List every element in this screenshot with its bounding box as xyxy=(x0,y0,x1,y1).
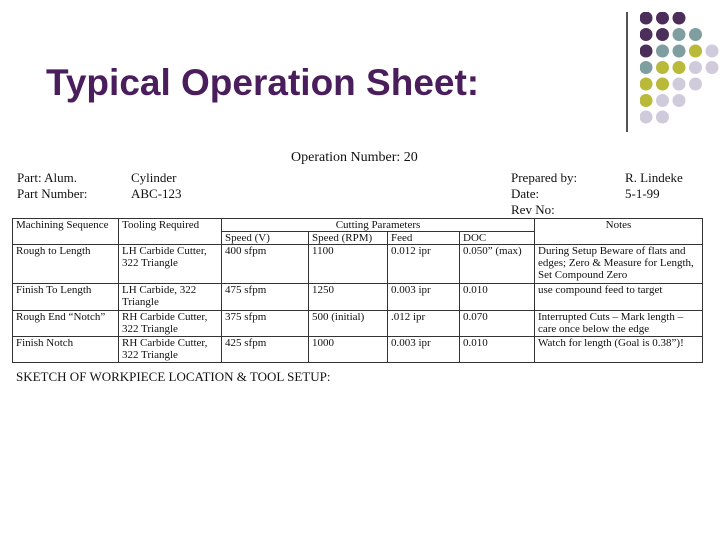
cell-speed-v: 475 sfpm xyxy=(222,284,309,311)
part-number-label: Part Number: xyxy=(17,186,88,201)
cell-speed-v: 400 sfpm xyxy=(222,245,309,284)
cell-speed-v: 425 sfpm xyxy=(222,337,309,363)
cell-sequence: Rough End “Notch” xyxy=(13,311,119,337)
decorative-dot xyxy=(640,12,653,25)
cell-tooling: RH Carbide Cutter, 322 Triangle xyxy=(119,337,222,363)
header-notes: Notes xyxy=(535,219,703,245)
decorative-dot xyxy=(689,28,702,41)
cell-tooling: RH Carbide Cutter, 322 Triangle xyxy=(119,311,222,337)
cell-doc: 0.010 xyxy=(460,337,535,363)
cell-speed-rpm: 1100 xyxy=(309,245,388,284)
decorative-dot xyxy=(640,45,653,58)
cell-speed-rpm: 1000 xyxy=(309,337,388,363)
cell-sequence: Finish To Length xyxy=(13,284,119,311)
header-machining-sequence: Machining Sequence xyxy=(13,219,119,245)
decorative-dot xyxy=(689,45,702,58)
cell-tooling: LH Carbide, 322 Triangle xyxy=(119,284,222,311)
table-row xyxy=(13,284,703,311)
decorative-dot xyxy=(640,111,653,124)
cell-feed: 0.003 ipr xyxy=(388,337,460,363)
decorative-dot xyxy=(689,61,702,74)
decorative-dot xyxy=(656,111,669,124)
decorative-dot xyxy=(673,94,686,107)
decorative-dot-grid xyxy=(640,12,720,132)
decorative-dot xyxy=(656,61,669,74)
decorative-divider-line xyxy=(626,12,628,132)
prepared-by-value: R. Lindeke xyxy=(625,170,683,185)
table-row xyxy=(13,245,703,284)
header-feed: Feed xyxy=(388,232,460,245)
cell-speed-rpm: 500 (initial) xyxy=(309,311,388,337)
decorative-dot xyxy=(673,12,686,25)
decorative-dot xyxy=(656,94,669,107)
date-value: 5-1-99 xyxy=(625,186,660,201)
part-number-value: ABC-123 xyxy=(131,186,182,201)
decorative-dot xyxy=(689,78,702,91)
decorative-dot xyxy=(706,45,719,58)
part-label: Part: Alum. xyxy=(17,170,77,185)
header-speed-v: Speed (V) xyxy=(222,232,309,245)
decorative-dot xyxy=(673,61,686,74)
decorative-dot xyxy=(640,78,653,91)
cell-doc: 0.070 xyxy=(460,311,535,337)
cell-sequence: Finish Notch xyxy=(13,337,119,363)
cell-feed: 0.012 ipr xyxy=(388,245,460,284)
table-header-row xyxy=(13,219,703,232)
table-row xyxy=(13,337,703,363)
header-speed-rpm: Speed (RPM) xyxy=(309,232,388,245)
cell-sequence: Rough to Length xyxy=(13,245,119,284)
part-value: Cylinder xyxy=(131,170,177,185)
decorative-dot xyxy=(656,45,669,58)
decorative-dot xyxy=(656,12,669,25)
cell-doc: 0.010 xyxy=(460,284,535,311)
cell-notes: use compound feed to target xyxy=(535,284,703,311)
decorative-dot xyxy=(640,94,653,107)
operation-number: Operation Number: 20 xyxy=(291,150,418,165)
decorative-dot xyxy=(673,45,686,58)
decorative-dot xyxy=(656,78,669,91)
cell-notes: Watch for length (Goal is 0.38”)! xyxy=(535,337,703,363)
decorative-dot xyxy=(673,28,686,41)
date-label: Date: xyxy=(511,186,540,201)
decorative-dot xyxy=(656,28,669,41)
header-tooling-required: Tooling Required xyxy=(119,219,222,245)
cell-speed-v: 375 sfpm xyxy=(222,311,309,337)
decorative-dot xyxy=(640,61,653,74)
rev-no-label: Rev No: xyxy=(511,202,555,217)
cell-notes: During Setup Beware of flats and edges; Zero & Measure for Length, Set Compound Zero xyxy=(535,245,703,284)
cell-feed: .012 ipr xyxy=(388,311,460,337)
cell-speed-rpm: 1250 xyxy=(309,284,388,311)
operation-table xyxy=(12,218,703,363)
table-row xyxy=(13,311,703,337)
prepared-by-label: Prepared by: xyxy=(511,170,578,185)
slide-title: Typical Operation Sheet: xyxy=(46,62,480,103)
decorative-dot xyxy=(706,61,719,74)
sketch-label: SKETCH OF WORKPIECE LOCATION & TOOL SETUP: xyxy=(16,369,331,384)
cell-feed: 0.003 ipr xyxy=(388,284,460,311)
decorative-dot xyxy=(673,78,686,91)
cell-doc: 0.050” (max) xyxy=(460,245,535,284)
cell-tooling: LH Carbide Cutter, 322 Triangle xyxy=(119,245,222,284)
header-cutting-parameters: Cutting Parameters xyxy=(222,219,535,232)
header-doc: DOC xyxy=(460,232,535,245)
decorative-dot xyxy=(640,28,653,41)
cell-notes: Interrupted Cuts – Mark length – care once below the edge xyxy=(535,311,703,337)
